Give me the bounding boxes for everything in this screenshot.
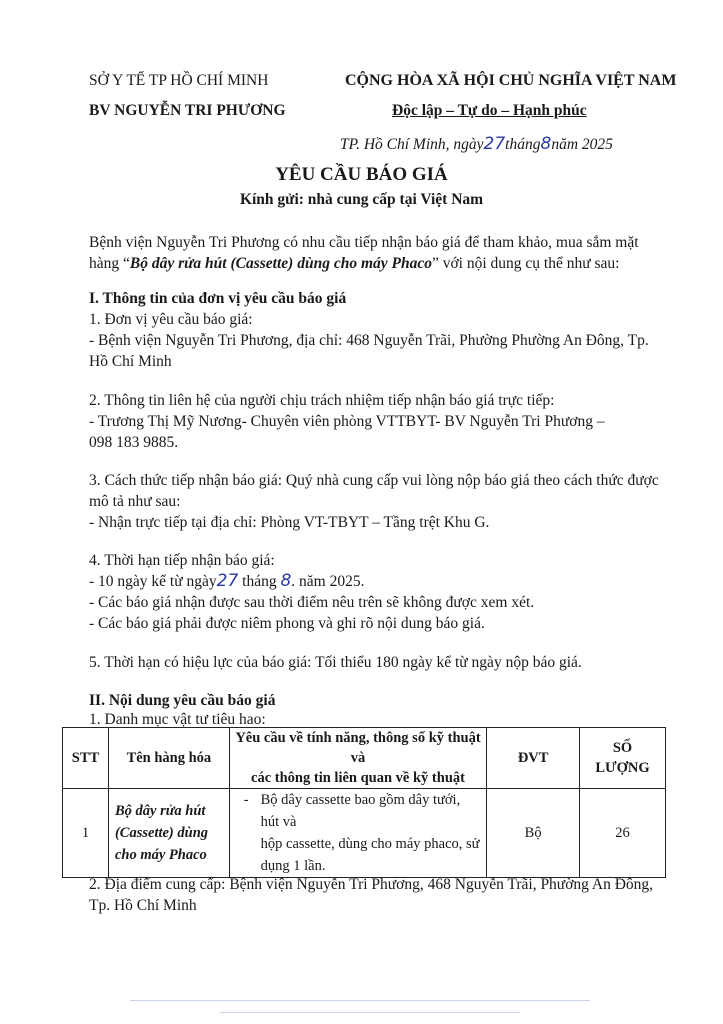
cell-name-line2: (Cassette) dùng	[114, 825, 209, 841]
deadline-day-handwritten: 27	[216, 571, 239, 591]
s1-item2-title: 2. Thông tin liên hệ của người chịu trách nhiệm tiếp nhận báo giá trực tiếp:	[89, 392, 555, 409]
national-title: CỘNG HÒA XÃ HỘI CHỦ NGHĨA VIỆT NAM	[345, 72, 677, 89]
scan-artifact	[220, 1012, 520, 1013]
s1-item3-line2: mô tả như sau:	[89, 493, 181, 510]
date-prefix: TP. Hồ Chí Minh, ngày	[340, 136, 484, 153]
cell-stt: 1	[63, 789, 109, 878]
cell-name-line1: Bộ dây rửa hút	[114, 803, 206, 819]
deadline-month-label: tháng	[242, 573, 277, 590]
s1-item4-bullet2: - Các báo giá nhận được sau thời điểm nêu trên sẽ không được xem xét.	[89, 594, 535, 611]
th-stt: STT	[63, 728, 109, 789]
s2-list-title: 1. Danh mục vật tư tiêu hao:	[89, 711, 266, 728]
cell-spec-line1: Bộ dây cassette bao gồm dây tưới, hút và	[260, 792, 461, 830]
cell-unit: Bộ	[487, 789, 580, 878]
intro-line-2	[89, 253, 619, 274]
intro-suffix: ” với nội dung cụ thể như sau:	[431, 255, 620, 272]
date-line	[340, 134, 613, 154]
s1-item1-title: 1. Đơn vị yêu cầu báo giá:	[89, 311, 253, 328]
th-spec	[229, 728, 486, 789]
s1-item2-line1: - Trương Thị Mỹ Nương- Chuyên viên phòng VTTBYT- BV Nguyễn Tri Phương –	[89, 413, 605, 430]
table-header-row	[63, 728, 666, 789]
cell-spec	[229, 789, 486, 878]
date-month-label: tháng	[505, 136, 541, 153]
s1-item1-line1: - Bệnh viện Nguyễn Tri Phương, địa chỉ: 468 Nguyễn Trãi, Phường Phường An Đông, Tp.	[89, 332, 649, 349]
th-name: Tên hàng hóa	[108, 728, 229, 789]
recipient: Kính gửi: nhà cung cấp tại Việt Nam	[239, 191, 484, 208]
table-row	[63, 789, 666, 878]
supplies-table	[62, 727, 666, 878]
s1-item4-title: 4. Thời hạn tiếp nhận báo giá:	[89, 552, 275, 569]
scan-artifact	[130, 1000, 590, 1001]
intro-prefix: hàng “	[89, 255, 130, 272]
intro-line-1: Bệnh viện Nguyễn Tri Phương có nhu cầu tiếp nhận báo giá để tham khảo, mua sắm mặt	[89, 234, 639, 251]
national-motto: Độc lập – Tự do – Hạnh phúc	[392, 102, 587, 119]
th-qty-line2: LƯỢNG	[595, 760, 650, 776]
s1-item3-line3: - Nhận trực tiếp tại địa chỉ: Phòng VT-TBYT – Tầng trệt Khu G.	[89, 514, 490, 531]
s2-item2-line2: Tp. Hồ Chí Minh	[89, 897, 197, 914]
date-suffix: năm 2025	[551, 136, 613, 153]
deadline-month-handwritten: 8	[280, 571, 292, 591]
cell-spec-line2: hộp cassette, dùng cho máy phaco, sử	[260, 836, 480, 852]
s1-item2-line2: 098 183 9885.	[89, 434, 179, 451]
cell-qty: 26	[580, 789, 666, 878]
date-month-handwritten: 8	[540, 134, 552, 154]
s1-item3-line1: 3. Cách thức tiếp nhận báo giá: Quý nhà cung cấp vui lòng nộp báo giá theo cách thức được	[89, 472, 659, 489]
deadline-prefix: - 10 ngày kể từ ngày	[89, 573, 217, 590]
cell-name-line3: cho máy Phaco	[114, 847, 207, 863]
th-spec-line1: Yêu cầu về tính năng, thông số kỹ thuật và	[235, 730, 481, 766]
page-title: YÊU CẦU BÁO GIÁ	[275, 164, 448, 185]
deadline-suffix: . năm 2025.	[291, 573, 365, 590]
org-department: SỞ Y TẾ TP HỒ CHÍ MINH	[89, 72, 269, 89]
s1-item4-bullet1	[89, 571, 364, 592]
org-hospital: BV NGUYỄN TRI PHƯƠNG	[89, 102, 286, 119]
cell-spec-line3: dụng 1 lần.	[260, 858, 326, 874]
date-day-handwritten: 27	[483, 134, 506, 154]
s1-item1-line2: Hồ Chí Minh	[89, 353, 172, 370]
th-qty-line1: SỐ	[612, 740, 633, 756]
section-2-heading: II. Nội dung yêu cầu báo giá	[89, 692, 276, 709]
s2-item2-line1: 2. Địa điểm cung cấp: Bệnh viện Nguyễn Tri Phương, 468 Nguyễn Trãi, Phường An Đông,	[89, 876, 654, 893]
th-unit: ĐVT	[487, 728, 580, 789]
section-1-heading: I. Thông tin của đơn vị yêu cầu báo giá	[89, 290, 347, 307]
th-qty	[580, 728, 666, 789]
intro-item-name: Bộ dây rửa hút (Cassette) dùng cho máy Phaco	[129, 255, 432, 272]
cell-name	[108, 789, 229, 878]
cell-spec-bullet: -	[243, 792, 249, 808]
s1-item4-bullet3: - Các báo giá phải được niêm phong và ghi rõ nội dung báo giá.	[89, 615, 485, 632]
th-spec-line2: các thông tin liên quan về kỹ thuật	[251, 770, 465, 786]
s1-item5: 5. Thời hạn có hiệu lực của báo giá: Tối thiểu 180 ngày kể từ ngày nộp báo giá.	[89, 654, 582, 671]
